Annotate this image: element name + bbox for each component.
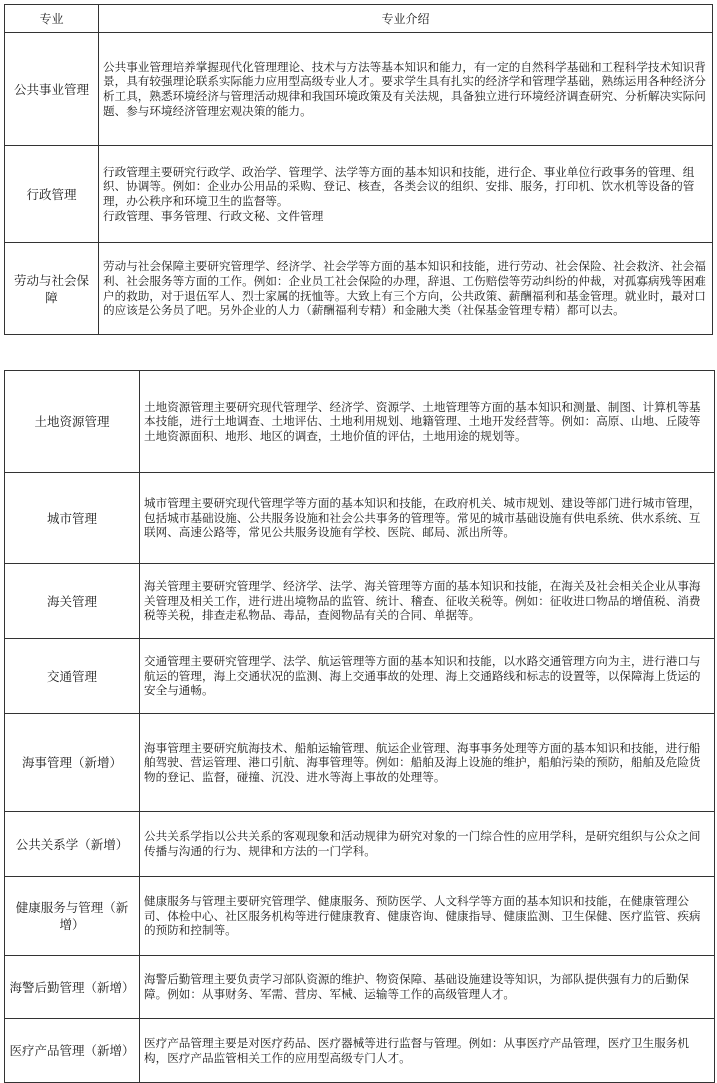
table-row (5, 371, 715, 473)
table-row (5, 812, 715, 877)
major-description: 公共关系学指以公共关系的客观现象和活动规律为研究对象的一门综合性的应用学科，是研究组织与公众之间传播与沟通的行为、规律和方法的一门学科。 (140, 812, 715, 877)
table-row (5, 714, 715, 812)
table-row (5, 146, 713, 243)
table-row (5, 243, 713, 335)
major-description: 行政管理主要研究行政学、政治学、管理学、法学等方面的基本知识和技能，进行企、事业单位行政事务的管理、组织、协调等。例如：企业办公用品的采购、登记、核查，各类会议的组织、安排、服务，打印机、饮水机等设备的管理，办公秩序和环境卫生的监督等。 行政管理、事务管理、行政文秘、文件管理 (99, 146, 713, 243)
major-description: 城市管理主要研究现代管理学等方面的基本知识和技能，在政府机关、城市规划、建设等部门进行城市管理，包括城市基础设施、公共服务设施和社会公共事务的管理等。常见的城市基础设施有供电系统、供水系统、互联网、高速公路等，常见公共服务设施有学校、医院、邮局、派出所等。 (140, 473, 715, 564)
major-name: 行政管理 (5, 146, 99, 243)
table-row (5, 956, 715, 1019)
table-row (5, 1019, 715, 1083)
header-intro: 专业介绍 (99, 5, 713, 33)
major-name: 海事管理（新增） (5, 714, 140, 812)
table-row (5, 33, 713, 146)
major-name: 土地资源管理 (5, 371, 140, 473)
major-name: 劳动与社会保障 (5, 243, 99, 335)
majors-table-1 (4, 4, 713, 335)
table-row (5, 473, 715, 564)
major-description: 海关管理主要研究管理学、经济学、法学、海关管理等方面的基本知识和技能，在海关及社会相关企业从事海关管理及相关工作，进行进出境物品的监管、统计、稽查、征收关税等。例如：征收进口物品的增值税、消费税等关税，排查走私物品、毒品，查阅物品有关的合同、单据等。 (140, 564, 715, 639)
table-header-row (5, 5, 713, 33)
major-description: 海事管理主要研究航海技术、船舶运输管理、航运企业管理、海事事务处理等方面的基本知识和技能，进行船舶驾驶、营运管理、港口引航、海事管理等。例如：船舶及海上设施的维护，船舶污染的预防，船舶及危险货物的登记、监督，碰撞、沉没、进水等海上事故的处理等。 (140, 714, 715, 812)
header-major: 专业 (5, 5, 99, 33)
major-name: 海关管理 (5, 564, 140, 639)
major-name: 海警后勤管理（新增） (5, 956, 140, 1019)
major-name: 交通管理 (5, 639, 140, 714)
major-description: 医疗产品管理主要是对医疗药品、医疗器械等进行监督与管理。例如：从事医疗产品管理，医疗卫生服务机构，医疗产品监管相关工作的应用型高级专门人才。 (140, 1019, 715, 1083)
major-description: 健康服务与管理主要研究管理学、健康服务、预防医学、人文科学等方面的基本知识和技能，在健康管理公司、体检中心、社区服务机构等进行健康教育、健康咨询、健康指导、健康监测、卫生保健、医疗监管、疾病的预防和控制等。 (140, 877, 715, 956)
table-row (5, 564, 715, 639)
major-description: 海警后勤管理主要负责学习部队资源的维护、物资保障、基础设施建设等知识，为部队提供强有力的后勤保障。例如：从事财务、军需、营房、军械、运输等工作的高级管理人才。 (140, 956, 715, 1019)
major-description: 土地资源管理主要研究现代管理学、经济学、资源学、土地管理等方面的基本知识和测量、制图、计算机等基本技能，进行土地调查、土地评估、土地利用规划、地籍管理、土地开发经营等。例如：高原、山地、丘陵等土地资源面积、地形、地区的调查，土地价值的评估，土地用途的规划等。 (140, 371, 715, 473)
major-description: 公共事业管理培养掌握现代化管理理论、技术与方法等基本知识和能力，有一定的自然科学基础和工程科学技术知识背景，具有较强理论联系实际能力应用型高级专业人才。要求学生具有扎实的经济学和管理学基础，熟练运用各种经济分析工具，熟悉环境经济与管理活动规律和我国环境政策及有关法规，具备独立进行环境经济调查研究、分析解决实际问题、参与环境经济管理宏观决策的能力。 (99, 33, 713, 146)
major-name: 公共事业管理 (5, 33, 99, 146)
major-name: 公共关系学（新增） (5, 812, 140, 877)
major-name: 健康服务与管理（新增） (5, 877, 140, 956)
major-name: 医疗产品管理（新增） (5, 1019, 140, 1083)
table-row (5, 877, 715, 956)
table-row (5, 639, 715, 714)
major-name: 城市管理 (5, 473, 140, 564)
major-description: 劳动与社会保障主要研究管理学、经济学、社会学等方面的基本知识和技能，进行劳动、社会保险、社会救济、社会福利、社会服务等方面的工作。例如：企业员工社会保险的办理，辞退、工伤赔偿等劳动纠纷的仲裁，对孤寡病残等困难户的救助，对于退伍军人、烈士家属的抚恤等。大致上有三个方向，公共政策、薪酬福利和基金管理。就业时，最对口的应该是公务员了吧。另外企业的人力（薪酬福利专精）和金融大类（社保基金管理专精）都可以去。 (99, 243, 713, 335)
majors-table-2 (4, 370, 715, 1083)
major-description: 交通管理主要研究管理学、法学、航运管理等方面的基本知识和技能，以水路交通管理方向为主，进行港口与航运的管理，海上交通状况的监测、海上交通事故的处理、海上交通路线和标志的设置等，以保障海上货运的安全与通畅。 (140, 639, 715, 714)
